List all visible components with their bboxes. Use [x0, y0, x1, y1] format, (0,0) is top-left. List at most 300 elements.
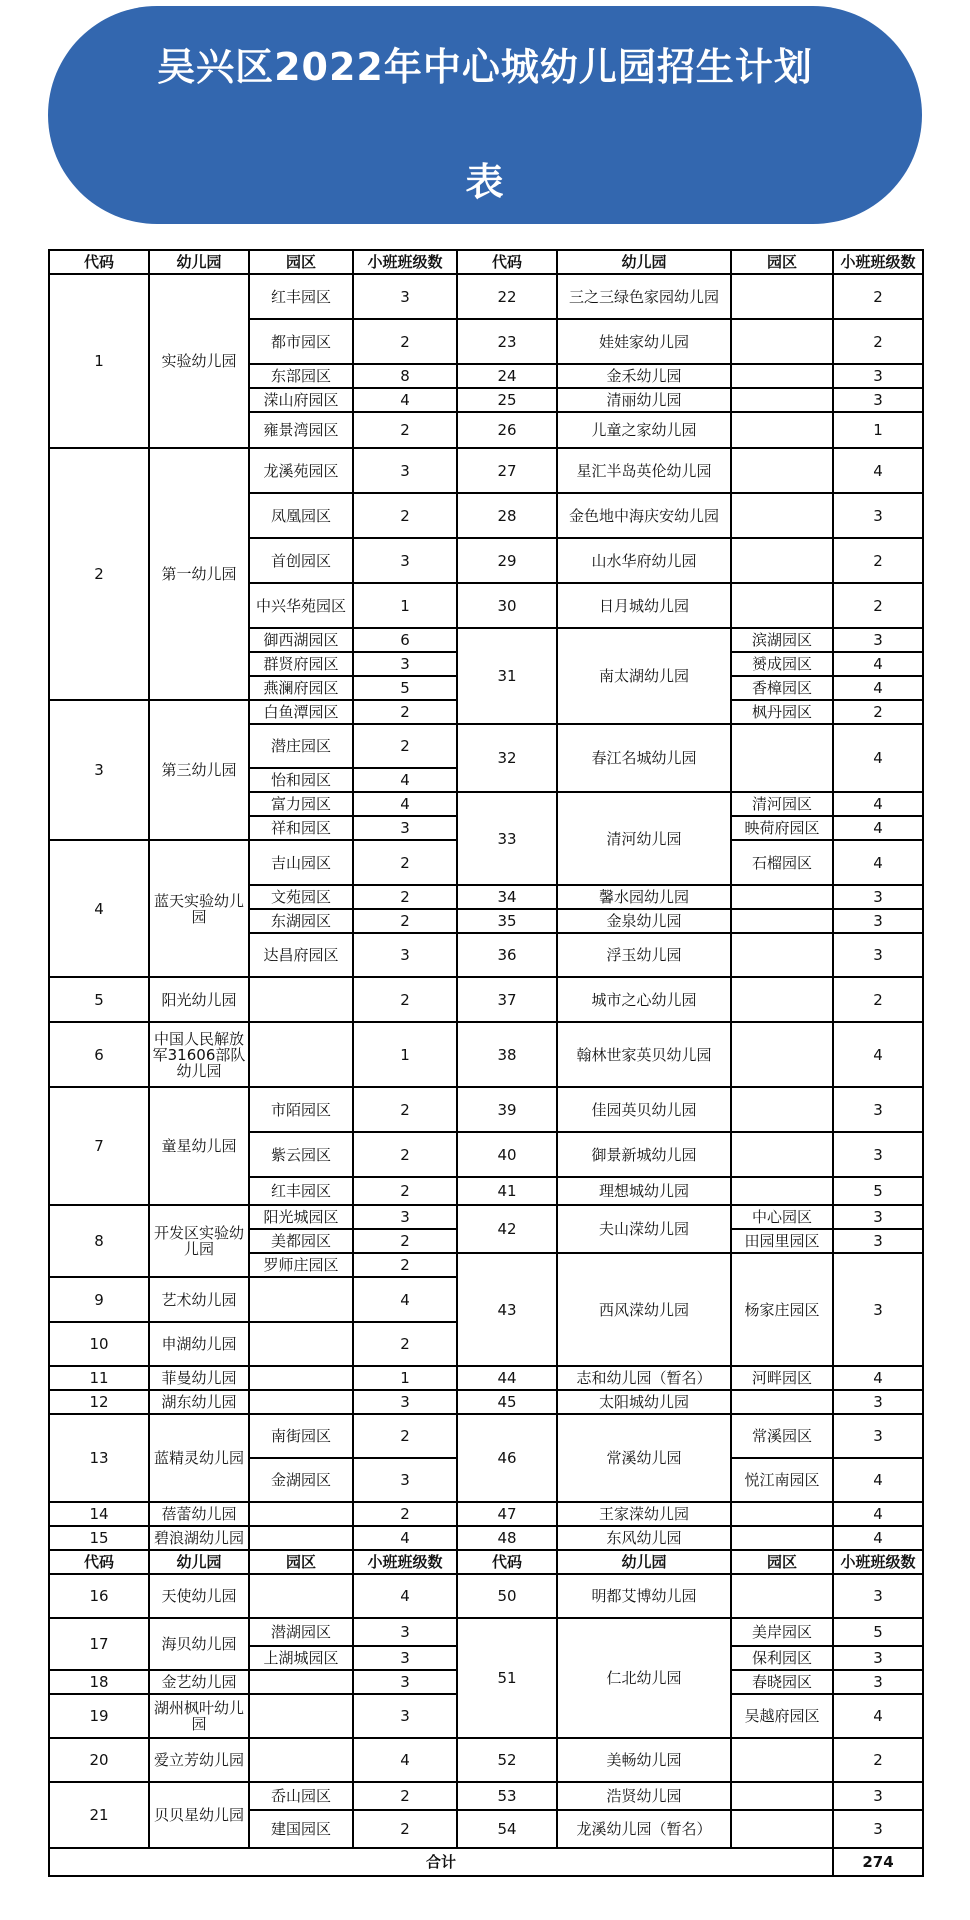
- campus-name: [731, 274, 833, 319]
- kindergarten-code: 9: [49, 1277, 149, 1322]
- campus-name: 保利园区: [731, 1646, 833, 1670]
- campus-name: [731, 538, 833, 583]
- kindergarten-name: 理想城幼儿园: [557, 1177, 731, 1205]
- campus-name: [731, 1782, 833, 1810]
- kindergarten-name: 浮玉幼儿园: [557, 933, 731, 977]
- kindergarten-name: 天使幼儿园: [149, 1574, 249, 1618]
- campus-name: 罗师庄园区: [249, 1253, 353, 1277]
- campus-name: 文苑园区: [249, 885, 353, 909]
- class-count: 4: [833, 676, 923, 700]
- kindergarten-name: 申湖幼儿园: [149, 1322, 249, 1366]
- class-count: 4: [833, 1458, 923, 1502]
- total-row: [49, 1848, 923, 1876]
- kindergarten-name: 王家溁幼儿园: [557, 1502, 731, 1526]
- campus-name: 中兴华苑园区: [249, 583, 353, 628]
- class-count: 2: [353, 1229, 457, 1253]
- kindergarten-code: 46: [457, 1414, 557, 1502]
- campus-name: 中心园区: [731, 1205, 833, 1229]
- campus-name: [731, 724, 833, 792]
- campus-name: 群贤府园区: [249, 652, 353, 676]
- class-count: 2: [353, 1782, 457, 1810]
- enrollment-table: [48, 249, 924, 1877]
- class-count: 3: [353, 1694, 457, 1738]
- campus-name: [731, 388, 833, 412]
- kindergarten-name: 蓓蕾幼儿园: [149, 1502, 249, 1526]
- class-count: 5: [833, 1618, 923, 1646]
- campus-name: 金湖园区: [249, 1458, 353, 1502]
- campus-name: [249, 1670, 353, 1694]
- column-header: 幼儿园: [149, 250, 249, 274]
- kindergarten-name: 开发区实验幼儿园: [149, 1205, 249, 1277]
- campus-name: [249, 1694, 353, 1738]
- class-count: 2: [353, 319, 457, 364]
- campus-name: 赟成园区: [731, 652, 833, 676]
- kindergarten-code: 4: [49, 840, 149, 977]
- title-banner: [48, 6, 922, 224]
- class-count: 2: [353, 1322, 457, 1366]
- table-row: [49, 1205, 923, 1229]
- kindergarten-name: 东风幼儿园: [557, 1526, 731, 1550]
- campus-name: [249, 1390, 353, 1414]
- kindergarten-name: 馨水园幼儿园: [557, 885, 731, 909]
- table-header-row: [49, 250, 923, 274]
- table-row: [49, 1390, 923, 1414]
- kindergarten-name: 三之三绿色家园幼儿园: [557, 274, 731, 319]
- class-count: 2: [353, 412, 457, 448]
- kindergarten-name: 第三幼儿园: [149, 700, 249, 840]
- campus-name: [249, 1574, 353, 1618]
- campus-name: 枫丹园区: [731, 700, 833, 724]
- total-label: 合计: [49, 1848, 833, 1876]
- kindergarten-code: 47: [457, 1502, 557, 1526]
- campus-name: [731, 493, 833, 538]
- campus-name: [731, 1087, 833, 1132]
- table-row: [49, 274, 923, 319]
- campus-name: [249, 977, 353, 1022]
- class-count: 8: [353, 364, 457, 388]
- campus-name: [731, 1738, 833, 1782]
- class-count: 3: [353, 538, 457, 583]
- campus-name: [731, 1177, 833, 1205]
- kindergarten-code: 27: [457, 448, 557, 493]
- kindergarten-code: 53: [457, 1782, 557, 1810]
- campus-name: 香樟园区: [731, 676, 833, 700]
- campus-name: 都市园区: [249, 319, 353, 364]
- kindergarten-code: 37: [457, 977, 557, 1022]
- campus-name: 石榴园区: [731, 840, 833, 885]
- class-count: 3: [833, 1670, 923, 1694]
- kindergarten-code: 39: [457, 1087, 557, 1132]
- kindergarten-code: 29: [457, 538, 557, 583]
- class-count: 2: [353, 1132, 457, 1177]
- class-count: 4: [833, 724, 923, 792]
- campus-name: 紫云园区: [249, 1132, 353, 1177]
- column-header: 代码: [49, 1550, 149, 1574]
- class-count: 4: [353, 1738, 457, 1782]
- campus-name: 吴越府园区: [731, 1694, 833, 1738]
- kindergarten-name: 儿童之家幼儿园: [557, 412, 731, 448]
- kindergarten-code: 19: [49, 1694, 149, 1738]
- class-count: 1: [353, 1366, 457, 1390]
- campus-name: 怡和园区: [249, 768, 353, 792]
- class-count: 3: [833, 1414, 923, 1458]
- kindergarten-code: 2: [49, 448, 149, 700]
- kindergarten-code: 38: [457, 1022, 557, 1087]
- column-header: 代码: [457, 1550, 557, 1574]
- class-count: 3: [353, 1390, 457, 1414]
- kindergarten-code: 26: [457, 412, 557, 448]
- class-count: 2: [353, 977, 457, 1022]
- kindergarten-name: 夫山溁幼儿园: [557, 1205, 731, 1253]
- campus-name: 市陌园区: [249, 1087, 353, 1132]
- campus-name: 吉山园区: [249, 840, 353, 885]
- class-count: 2: [833, 538, 923, 583]
- class-count: 3: [833, 388, 923, 412]
- campus-name: 美都园区: [249, 1229, 353, 1253]
- class-count: 3: [353, 1458, 457, 1502]
- campus-name: 潜庄园区: [249, 724, 353, 768]
- class-count: 3: [833, 1810, 923, 1848]
- kindergarten-code: 22: [457, 274, 557, 319]
- class-count: 3: [833, 1087, 923, 1132]
- class-count: 3: [833, 885, 923, 909]
- class-count: 2: [833, 583, 923, 628]
- campus-name: 南街园区: [249, 1414, 353, 1458]
- table-row: [49, 448, 923, 493]
- kindergarten-name: 第一幼儿园: [149, 448, 249, 700]
- class-count: 3: [353, 1618, 457, 1646]
- class-count: 4: [833, 1694, 923, 1738]
- kindergarten-code: 7: [49, 1087, 149, 1205]
- campus-name: [731, 1526, 833, 1550]
- campus-name: 美岸园区: [731, 1618, 833, 1646]
- class-count: 4: [833, 792, 923, 816]
- kindergarten-code: 34: [457, 885, 557, 909]
- campus-name: [731, 977, 833, 1022]
- class-count: 2: [353, 493, 457, 538]
- campus-name: [249, 1526, 353, 1550]
- kindergarten-name: 南太湖幼儿园: [557, 628, 731, 724]
- table-row: [49, 1414, 923, 1458]
- class-count: 2: [353, 1414, 457, 1458]
- column-header: 幼儿园: [557, 1550, 731, 1574]
- campus-name: [731, 412, 833, 448]
- kindergarten-name: 娃娃家幼儿园: [557, 319, 731, 364]
- class-count: 5: [353, 676, 457, 700]
- campus-name: [249, 1322, 353, 1366]
- class-count: 1: [353, 583, 457, 628]
- column-header: 幼儿园: [149, 1550, 249, 1574]
- campus-name: 凤凰园区: [249, 493, 353, 538]
- kindergarten-code: 23: [457, 319, 557, 364]
- kindergarten-name: 春江名城幼儿园: [557, 724, 731, 792]
- kindergarten-name: 清丽幼儿园: [557, 388, 731, 412]
- kindergarten-name: 湖东幼儿园: [149, 1390, 249, 1414]
- kindergarten-name: 清河幼儿园: [557, 792, 731, 885]
- kindergarten-name: 阳光幼儿园: [149, 977, 249, 1022]
- class-count: 3: [833, 493, 923, 538]
- kindergarten-code: 28: [457, 493, 557, 538]
- campus-name: 红丰园区: [249, 1177, 353, 1205]
- campus-name: [731, 1574, 833, 1618]
- class-count: 2: [353, 724, 457, 768]
- class-count: 3: [353, 933, 457, 977]
- kindergarten-code: 32: [457, 724, 557, 792]
- campus-name: 龙溪苑园区: [249, 448, 353, 493]
- class-count: 2: [353, 840, 457, 885]
- campus-name: 祥和园区: [249, 816, 353, 840]
- campus-name: 河畔园区: [731, 1366, 833, 1390]
- campus-name: [731, 1390, 833, 1414]
- campus-name: 红丰园区: [249, 274, 353, 319]
- kindergarten-name: 佳园英贝幼儿园: [557, 1087, 731, 1132]
- class-count: 2: [833, 700, 923, 724]
- class-count: 4: [833, 1502, 923, 1526]
- campus-name: [731, 1502, 833, 1526]
- class-count: 2: [353, 1810, 457, 1848]
- table-row: [49, 1366, 923, 1390]
- kindergarten-code: 24: [457, 364, 557, 388]
- kindergarten-name: 美畅幼儿园: [557, 1738, 731, 1782]
- table-row: [49, 1502, 923, 1526]
- class-count: 3: [833, 1574, 923, 1618]
- column-header: 小班班级数: [353, 250, 457, 274]
- kindergarten-code: 45: [457, 1390, 557, 1414]
- campus-name: [731, 1022, 833, 1087]
- class-count: 4: [833, 1526, 923, 1550]
- table-row: [49, 1087, 923, 1132]
- class-count: 3: [353, 1205, 457, 1229]
- class-count: 3: [833, 1253, 923, 1366]
- kindergarten-code: 40: [457, 1132, 557, 1177]
- campus-name: [731, 583, 833, 628]
- kindergarten-code: 11: [49, 1366, 149, 1390]
- class-count: 2: [353, 1177, 457, 1205]
- kindergarten-code: 43: [457, 1253, 557, 1366]
- campus-name: 悦江南园区: [731, 1458, 833, 1502]
- kindergarten-code: 14: [49, 1502, 149, 1526]
- class-count: 4: [353, 792, 457, 816]
- kindergarten-code: 42: [457, 1205, 557, 1253]
- kindergarten-code: 15: [49, 1526, 149, 1550]
- kindergarten-code: 25: [457, 388, 557, 412]
- column-header: 小班班级数: [833, 250, 923, 274]
- class-count: 2: [353, 885, 457, 909]
- campus-name: 东部园区: [249, 364, 353, 388]
- kindergarten-name: 御景新城幼儿园: [557, 1132, 731, 1177]
- total-value: 274: [833, 1848, 923, 1876]
- kindergarten-code: 50: [457, 1574, 557, 1618]
- campus-name: 田园里园区: [731, 1229, 833, 1253]
- campus-name: 潜湖园区: [249, 1618, 353, 1646]
- class-count: 3: [833, 1646, 923, 1670]
- kindergarten-code: 6: [49, 1022, 149, 1087]
- kindergarten-code: 30: [457, 583, 557, 628]
- campus-name: 首创园区: [249, 538, 353, 583]
- class-count: 2: [353, 1502, 457, 1526]
- kindergarten-name: 蓝天实验幼儿园: [149, 840, 249, 977]
- kindergarten-name: 山水华府幼儿园: [557, 538, 731, 583]
- class-count: 2: [833, 1738, 923, 1782]
- class-count: 3: [353, 1646, 457, 1670]
- campus-name: [731, 933, 833, 977]
- campus-name: [731, 364, 833, 388]
- campus-name: 雍景湾园区: [249, 412, 353, 448]
- kindergarten-code: 36: [457, 933, 557, 977]
- page-title-line2: 表: [465, 160, 505, 204]
- kindergarten-name: 海贝幼儿园: [149, 1618, 249, 1670]
- kindergarten-code: 5: [49, 977, 149, 1022]
- kindergarten-code: 35: [457, 909, 557, 933]
- class-count: 3: [353, 274, 457, 319]
- kindergarten-code: 52: [457, 1738, 557, 1782]
- class-count: 4: [833, 816, 923, 840]
- kindergarten-name: 明都艾博幼儿园: [557, 1574, 731, 1618]
- class-count: 4: [833, 1366, 923, 1390]
- campus-name: 建国园区: [249, 1810, 353, 1848]
- class-count: 3: [353, 1670, 457, 1694]
- kindergarten-name: 常溪幼儿园: [557, 1414, 731, 1502]
- class-count: 3: [833, 1390, 923, 1414]
- class-count: 3: [833, 1782, 923, 1810]
- kindergarten-name: 实验幼儿园: [149, 274, 249, 448]
- kindergarten-code: 21: [49, 1782, 149, 1848]
- kindergarten-code: 54: [457, 1810, 557, 1848]
- kindergarten-code: 8: [49, 1205, 149, 1277]
- kindergarten-code: 41: [457, 1177, 557, 1205]
- class-count: 4: [353, 1526, 457, 1550]
- campus-name: [249, 1738, 353, 1782]
- class-count: 4: [833, 652, 923, 676]
- kindergarten-code: 12: [49, 1390, 149, 1414]
- kindergarten-code: 3: [49, 700, 149, 840]
- kindergarten-name: 湖州枫叶幼儿园: [149, 1694, 249, 1738]
- class-count: 2: [353, 1253, 457, 1277]
- column-header: 园区: [249, 250, 353, 274]
- class-count: 3: [833, 364, 923, 388]
- kindergarten-code: 13: [49, 1414, 149, 1502]
- kindergarten-name: 童星幼儿园: [149, 1087, 249, 1205]
- class-count: 3: [833, 1132, 923, 1177]
- kindergarten-name: 龙溪幼儿园（暂名）: [557, 1810, 731, 1848]
- campus-name: [731, 448, 833, 493]
- table-row: [49, 977, 923, 1022]
- class-count: 2: [833, 319, 923, 364]
- class-count: 4: [353, 388, 457, 412]
- kindergarten-name: 贝贝星幼儿园: [149, 1782, 249, 1848]
- kindergarten-name: 金泉幼儿园: [557, 909, 731, 933]
- table-row: [49, 1574, 923, 1618]
- class-count: 3: [353, 816, 457, 840]
- column-header: 幼儿园: [557, 250, 731, 274]
- kindergarten-name: 金艺幼儿园: [149, 1670, 249, 1694]
- class-count: 1: [353, 1022, 457, 1087]
- class-count: 2: [353, 700, 457, 724]
- kindergarten-code: 10: [49, 1322, 149, 1366]
- campus-name: [731, 1810, 833, 1848]
- class-count: 3: [833, 1229, 923, 1253]
- campus-name: 阳光城园区: [249, 1205, 353, 1229]
- campus-name: 滨湖园区: [731, 628, 833, 652]
- class-count: 2: [353, 1087, 457, 1132]
- kindergarten-code: 44: [457, 1366, 557, 1390]
- kindergarten-name: 蓝精灵幼儿园: [149, 1414, 249, 1502]
- table-row: [49, 1782, 923, 1810]
- campus-name: 杨家庄园区: [731, 1253, 833, 1366]
- class-count: 2: [353, 909, 457, 933]
- campus-name: [731, 319, 833, 364]
- kindergarten-name: 爱立芳幼儿园: [149, 1738, 249, 1782]
- campus-name: 燕澜府园区: [249, 676, 353, 700]
- page-title-line1: 吴兴区2022年中心城幼儿园招生计划: [157, 45, 813, 89]
- kindergarten-name: 志和幼儿园（暂名）: [557, 1366, 731, 1390]
- table-row: [49, 1618, 923, 1646]
- kindergarten-name: 仁北幼儿园: [557, 1618, 731, 1738]
- class-count: 2: [833, 977, 923, 1022]
- campus-name: 春晓园区: [731, 1670, 833, 1694]
- kindergarten-name: 金禾幼儿园: [557, 364, 731, 388]
- campus-name: 清河园区: [731, 792, 833, 816]
- class-count: 4: [833, 1022, 923, 1087]
- class-count: 3: [833, 628, 923, 652]
- kindergarten-code: 20: [49, 1738, 149, 1782]
- column-header: 小班班级数: [833, 1550, 923, 1574]
- class-count: 4: [353, 1574, 457, 1618]
- kindergarten-name: 菲曼幼儿园: [149, 1366, 249, 1390]
- column-header: 园区: [731, 1550, 833, 1574]
- kindergarten-code: 48: [457, 1526, 557, 1550]
- kindergarten-name: 艺术幼儿园: [149, 1277, 249, 1322]
- campus-name: 上湖城园区: [249, 1646, 353, 1670]
- class-count: 6: [353, 628, 457, 652]
- campus-name: [249, 1366, 353, 1390]
- campus-name: 达昌府园区: [249, 933, 353, 977]
- campus-name: 白鱼潭园区: [249, 700, 353, 724]
- campus-name: 御西湖园区: [249, 628, 353, 652]
- campus-name: [731, 1132, 833, 1177]
- table-row: [49, 1526, 923, 1550]
- kindergarten-code: 16: [49, 1574, 149, 1618]
- kindergarten-name: 浩贤幼儿园: [557, 1782, 731, 1810]
- class-count: 5: [833, 1177, 923, 1205]
- campus-name: 岙山园区: [249, 1782, 353, 1810]
- class-count: 3: [353, 448, 457, 493]
- campus-name: [249, 1022, 353, 1087]
- column-header: 小班班级数: [353, 1550, 457, 1574]
- campus-name: 溁山府园区: [249, 388, 353, 412]
- campus-name: 映荷府园区: [731, 816, 833, 840]
- kindergarten-code: 31: [457, 628, 557, 724]
- class-count: 3: [833, 909, 923, 933]
- kindergarten-name: 翰林世家英贝幼儿园: [557, 1022, 731, 1087]
- campus-name: 东湖园区: [249, 909, 353, 933]
- table-row: [49, 1738, 923, 1782]
- campus-name: [731, 885, 833, 909]
- kindergarten-name: 金色地中海庆安幼儿园: [557, 493, 731, 538]
- table-header-row: [49, 1550, 923, 1574]
- campus-name: [249, 1277, 353, 1322]
- class-count: 3: [833, 933, 923, 977]
- class-count: 3: [833, 1205, 923, 1229]
- kindergarten-name: 日月城幼儿园: [557, 583, 731, 628]
- class-count: 4: [833, 840, 923, 885]
- class-count: 4: [353, 768, 457, 792]
- campus-name: [249, 1502, 353, 1526]
- column-header: 代码: [49, 250, 149, 274]
- column-header: 园区: [249, 1550, 353, 1574]
- class-count: 2: [833, 274, 923, 319]
- kindergarten-name: 碧浪湖幼儿园: [149, 1526, 249, 1550]
